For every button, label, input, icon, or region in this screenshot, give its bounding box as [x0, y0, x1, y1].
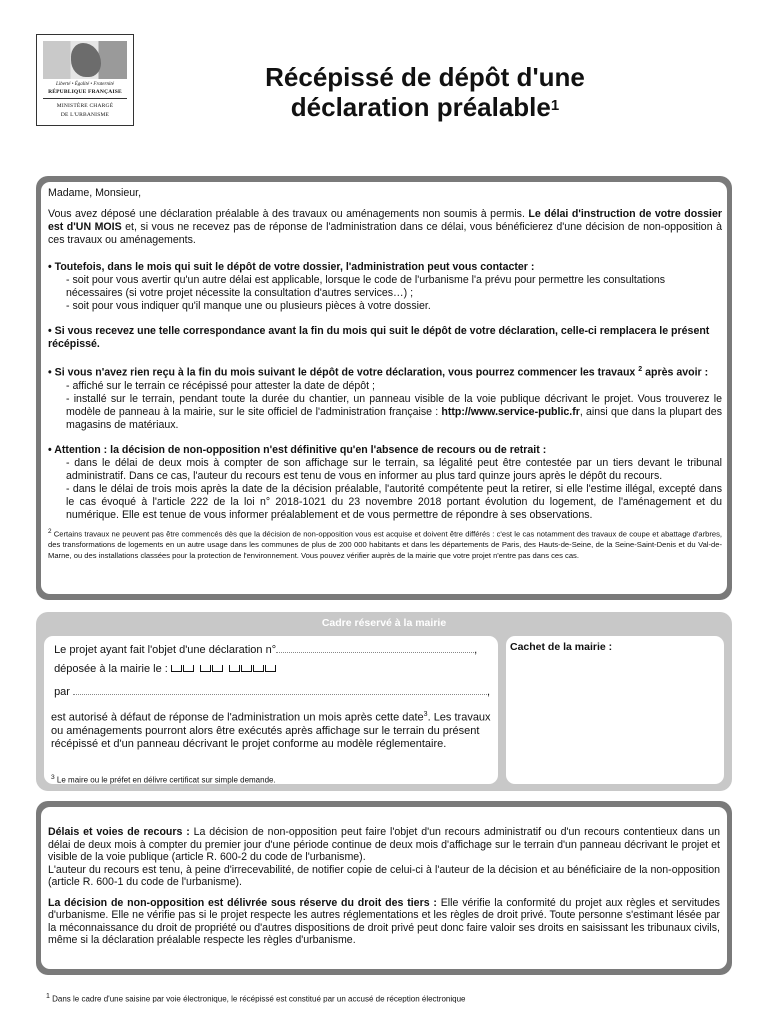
authorization-text-a: est autorisé à défaut de réponse de l'administration un mois après cette date [51, 711, 424, 724]
footnote-1-num: 1 [46, 993, 50, 1000]
intro-text: Vous avez déposé une déclaration préalable à des travaux ou aménagements non soumis à permis. [48, 208, 529, 220]
recours-paragraph-2 [48, 897, 720, 947]
footnote-ref-3: 3 [423, 711, 428, 718]
by-line [51, 684, 491, 699]
information-text [48, 187, 722, 561]
footnote-3-text: Le maire ou le préfet en délivre certificat sur simple demande. [54, 775, 276, 785]
intro-text-end: et, si vous ne recevez pas de réponse de l'administration dans ce délai, vous bénéficierez d'une décision de non-opposition à ces travaux ou aménagements. [48, 221, 722, 246]
deposit-date-field[interactable] [171, 663, 277, 676]
bullet-start-works-end: après avoir : [642, 366, 709, 379]
title-line2 [200, 92, 650, 122]
bullet-correspondence: • Si vous recevez une telle correspondance avant la fin du mois qui suit le dépôt de votre déclaration, celle-ci remplacera le présent récépissé. [48, 325, 710, 350]
by-field[interactable] [73, 684, 487, 695]
recours-frame [36, 801, 732, 975]
bullet-start-works-sub1: - affiché sur le terrain ce récépissé pour attester la date de dépôt ; [66, 379, 375, 392]
information-panel [41, 182, 727, 594]
by-label: par [54, 686, 70, 698]
logo-motto: Liberté • Égalité • Fraternité [56, 82, 114, 87]
tiers-heading: La décision de non-opposition est délivrée sous réserve du droit des tiers : [48, 896, 437, 909]
footnote-2 [48, 526, 722, 562]
bullet-contact-sub2: - soit pour vous indiquer qu'il manque une ou plusieurs pièces à votre dossier. [66, 300, 431, 312]
mairie-frame [36, 612, 732, 791]
comma-1: , [474, 644, 478, 656]
bullet-start-works-sub2 [48, 393, 722, 432]
footnote-ref-2: 2 [638, 366, 643, 373]
mairie-header: Cadre réservé à la mairie [321, 617, 447, 629]
bullet-attention-sub1: - dans le délai de deux mois à compter de son affichage sur le terrain, sa légalité peut être contestée par un tiers devant le tribunal administratif. Dans ce cas, l'auteur du recours est tenu de vous en informer au plus tard quinze jours après le dépôt du recours. [66, 456, 722, 482]
deposit-date-line [51, 663, 491, 676]
authorization-text-b: . Les travaux ou aménagements pourront alors être exécutés après affichage sur le terrain du présent récépissé et d'un panneau décrivant le projet conforme au modèle réglementaire. [51, 711, 491, 750]
page-title [200, 62, 650, 122]
republique-francaise-logo [36, 34, 134, 126]
bullet-contact: • Toutefois, dans le mois qui suit le dépôt de votre dossier, l'administration peut vous contacter : [48, 261, 535, 273]
greeting: Madame, Monsieur, [48, 187, 142, 199]
authorization-text [51, 708, 491, 751]
logo-ministry-line1: MINISTÈRE CHARGÉ [56, 103, 114, 109]
intro-paragraph [48, 208, 722, 247]
footnote-3 [51, 771, 491, 787]
recours-panel [41, 807, 727, 969]
bullet-start-works-text: • Si vous n'avez rien reçu à la fin du mois suivant le dépôt de votre déclaration, vous pourrez commencer les travaux [48, 366, 636, 379]
information-frame [36, 176, 732, 600]
comma-2: , [487, 686, 491, 698]
declaration-number-field[interactable] [276, 642, 474, 653]
page-footnote-1 [46, 993, 465, 1004]
bullet-start-works [48, 363, 722, 380]
deposit-date-label: déposée à la mairie le : [54, 663, 168, 675]
declaration-number-label: Le projet ayant fait l'objet d'une déclaration n° [54, 644, 277, 656]
recours-paragraph-1b: L'auteur du recours est tenu, à peine d'irrecevabilité, de notifier copie de celui-ci à l'auteur de la décision et au bénéficiaire de la non-opposition (article R. 600-1 du code de l'urbanisme). [48, 863, 720, 888]
bullet-attention-sub2: - dans le délai de trois mois après la date de la décision préalable, l'autorité compétente peut la retirer, si elle l'estime illégal, excepté dans le cas évoqué à l'article 222 de la loi n° 2018-1021 du 23 novembre 2018 portant évolution du logement, de l'aménagement et du numérique. Elle est tenue de vous informer préalablement et de vous permettre de répondre à ses observations. [66, 482, 722, 521]
sub2-text-end: , ainsi que dans la plupart des magasins de matériaux. [66, 405, 722, 431]
footnote-1-text: Dans le cadre d'une saisine par voie électronique, le récépissé est constitué par un accusé de réception électronique [49, 994, 466, 1004]
service-public-link[interactable]: http://www.service-public.fr [441, 405, 580, 418]
title-line2-text: déclaration préalable [290, 92, 551, 122]
bullet-contact-sub1: - soit pour vous avertir qu'un autre délai est applicable, lorsque le code de l'urbanisme l'a prévu pour permettre les consultations nécessaires (si votre projet nécessite la consultation d'autres services…) ; [66, 274, 666, 299]
bullet-attention: • Attention : la décision de non-opposition n'est définitive qu'en l'absence de recours ou de retrait : [48, 443, 547, 456]
sub2-text: - installé sur le terrain, pendant toute la durée du chantier, un panneau visible de la voie publique décrivant le projet. Vous trouverez le modèle de panneau à la mairie, sur le site officiel de l'administration française : [66, 392, 722, 418]
footnote-2-num: 2 [48, 527, 52, 535]
title-line1: Récépissé de dépôt d'une [265, 62, 585, 92]
cachet-panel [506, 636, 724, 784]
logo-ministry-line2: DE L'URBANISME [60, 112, 110, 118]
footnote-3-num: 3 [51, 774, 55, 781]
cachet-label: Cachet de la mairie : [510, 641, 613, 653]
title-footnote-ref: 1 [550, 97, 560, 114]
logo-ministry [39, 102, 131, 120]
tiers-text: Elle vérifie la conformité du projet aux règles et servitudes d'urbanisme. Elle ne vérifie pas si le projet respecte les autres réglementations et les règles de droit privé. Toute personne s'estimant lésée par la méconnaissance du droit de propriété ou d'autres dispositions de droit privé peut donc faire valoir ses droits en saisissant les tribunaux civils, même si la déclaration préalable respecte les règles d'urbanisme. [48, 896, 720, 946]
mairie-form-panel [44, 636, 498, 784]
recours-text [48, 826, 720, 955]
footnote-2-text: Certains travaux ne peuvent pas être commencés dès que la décision de non-opposition vous est acquise et doivent être différés : c'est le cas notamment des travaux de coupe et abattage d'arbres, des transformations de logements en un autre usage dans les communes de plus de 200 000 habitants et dans les départements de Paris, des Hauts-de-Seine, de la Seine-Saint-Denis et du Val-de-Marne, ou des installations classées pour la protection de l'environnement. Vous pouvez vérifier auprès de la mairie que votre projet n'entre pas dans ces cas. [48, 529, 722, 561]
logo-divider [43, 98, 127, 99]
declaration-number-line [51, 642, 491, 657]
recours-paragraph-1 [48, 826, 720, 864]
recours-heading: Délais et voies de recours : [48, 826, 190, 838]
logo-republic: RÉPUBLIQUE FRANÇAISE [48, 89, 122, 95]
intro-delay: Le délai d'instruction de votre dossier est d'UN MOIS [48, 208, 722, 233]
recours-text-1: La décision de non-opposition peut faire l'objet d'un recours administratif ou d'un recours contentieux dans un délai de deux mois à compter du premier jour d'une période continue de deux mois d'affichage sur le terrain d'un panneau décrivant le projet et visible de la voie publique (article R. 600-2 du code de l'urbanisme). [48, 826, 720, 863]
